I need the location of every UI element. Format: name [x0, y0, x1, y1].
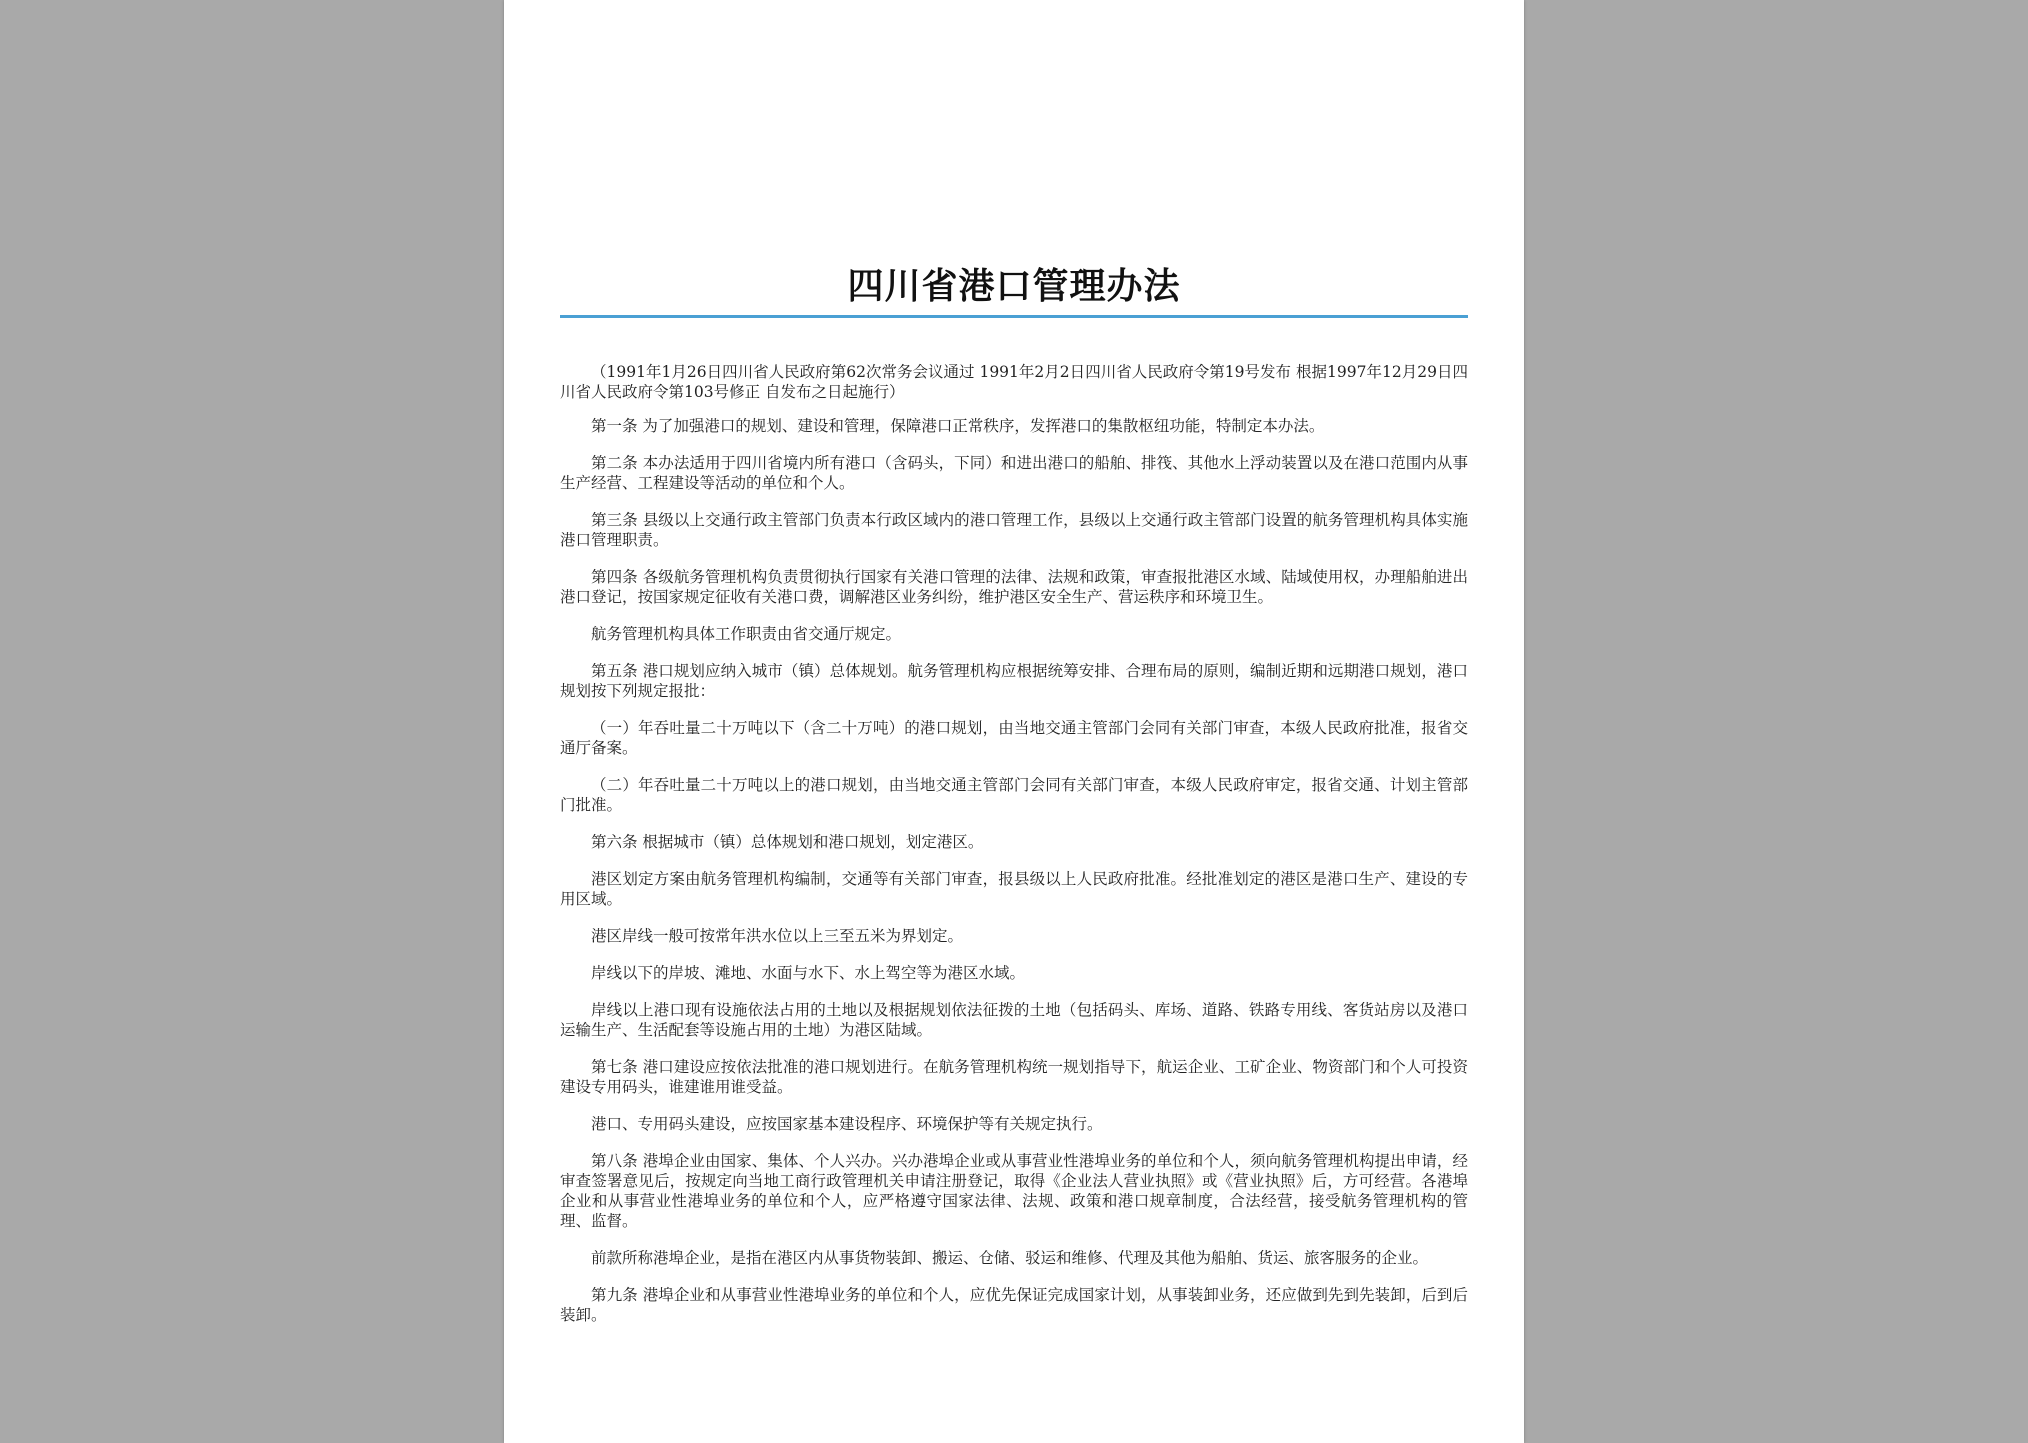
article-8-clause: 前款所称港埠企业，是指在港区内从事货物装卸、搬运、仓储、驳运和维修、代理及其他为船舶、货运、旅客服务的企业。 — [591, 1249, 1429, 1267]
article-9: 第九条 港埠企业和从事营业性港埠业务的单位和个人，应优先保证完成国家计划，从事装卸业务，还应做到先到先装卸，后到后装卸。 — [560, 1286, 1468, 1324]
article-2: 第二条 本办法适用于四川省境内所有港口（含码头，下同）和进出港口的船舶、排筏、其他水上浮动装置以及在港口范围内从事生产经营、工程建设等活动的单位和个人。 — [560, 454, 1468, 492]
article-6: 第六条 根据城市（镇）总体规划和港口规划，划定港区。 — [591, 833, 984, 851]
article-1: 第一条 为了加强港口的规划、建设和管理，保障港口正常秩序，发挥港口的集散枢纽功能，特制定本办法。 — [591, 417, 1325, 435]
article-7: 第七条 港口建设应按依法批准的港口规划进行。在航务管理机构统一规划指导下，航运企业、工矿企业、物资部门和个人可投资建设专用码头，谁建谁用谁受益。 — [560, 1058, 1468, 1096]
enactment-note: （1991年1月26日四川省人民政府第62次常务会议通过 1991年2月2日四川省人民政府令第19号发布 根据1997年12月29日四川省人民政府令第103号修正 自发布之日起施行） — [560, 363, 1468, 401]
article-5-item-1: （一）年吞吐量二十万吨以下（含二十万吨）的港口规划，由当地交通主管部门会同有关部门审查，本级人民政府批准，报省交通厅备案。 — [560, 719, 1468, 757]
article-4-clause: 航务管理机构具体工作职责由省交通厅规定。 — [591, 625, 902, 643]
title-underline — [560, 315, 1468, 318]
document-body — [560, 362, 1468, 1342]
article-5-item-2: （二）年吞吐量二十万吨以上的港口规划，由当地交通主管部门会同有关部门审查，本级人民政府审定，报省交通、计划主管部门批准。 — [560, 776, 1468, 814]
article-6-clause-4: 岸线以上港口现有设施依法占用的土地以及根据规划依法征拨的土地（包括码头、库场、道路、铁路专用线、客货站房以及港口运输生产、生活配套等设施占用的土地）为港区陆域。 — [560, 1001, 1468, 1039]
document-title: 四川省港口管理办法 — [847, 265, 1181, 307]
article-3: 第三条 县级以上交通行政主管部门负责本行政区域内的港口管理工作，县级以上交通行政主管部门设置的航务管理机构具体实施港口管理职责。 — [560, 511, 1468, 549]
article-6-clause-2: 港区岸线一般可按常年洪水位以上三至五米为界划定。 — [591, 927, 964, 945]
article-4: 第四条 各级航务管理机构负责贯彻执行国家有关港口管理的法律、法规和政策，审查报批港区水域、陆域使用权，办理船舶进出港口登记，按国家规定征收有关港口费，调解港区业务纠纷，维护港区安全生产、营运秩序和环境卫生。 — [560, 568, 1468, 606]
article-8: 第八条 港埠企业由国家、集体、个人兴办。兴办港埠企业或从事营业性港埠业务的单位和个人，须向航务管理机构提出申请，经审查签署意见后，按规定向当地工商行政管理机关申请注册登记，取得《企业法人营业执照》或《营业执照》后，方可经营。各港埠企业和从事营业性港埠业务的单位和个人，应严格遵守国家法律、法规、政策和港口规章制度，合法经营，接受航务管理机构的管理、监督。 — [560, 1152, 1468, 1230]
article-6-clause-3: 岸线以下的岸坡、滩地、水面与水下、水上驾空等为港区水域。 — [591, 964, 1026, 982]
article-6-clause-1: 港区划定方案由航务管理机构编制，交通等有关部门审查，报县级以上人民政府批准。经批准划定的港区是港口生产、建设的专用区域。 — [560, 870, 1468, 908]
article-7-clause: 港口、专用码头建设，应按国家基本建设程序、环境保护等有关规定执行。 — [591, 1115, 1103, 1133]
article-5: 第五条 港口规划应纳入城市（镇）总体规划。航务管理机构应根据统筹安排、合理布局的原则，编制近期和远期港口规划，港口规划按下列规定报批： — [560, 662, 1468, 700]
document-page — [504, 0, 1524, 1443]
